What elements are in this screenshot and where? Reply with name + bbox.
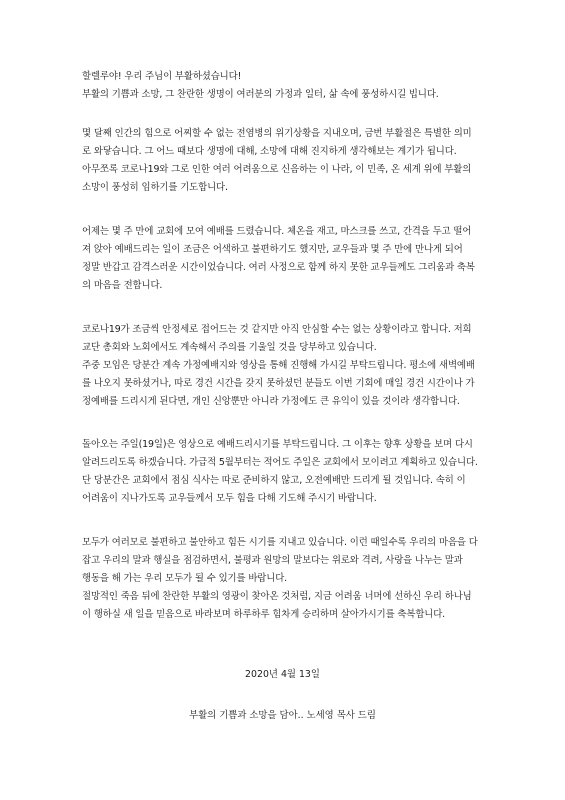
- body-line: 를 나오지 못하셨거나, 따로 경건 시간을 갖지 못하셨던 분들도 이번 기회에 매일 경건 시간이나 가: [82, 378, 475, 389]
- body-line: 소망이 풍성히 임하기를 기도합니다.: [82, 182, 228, 193]
- body-line: 정말 반갑고 감격스러운 시간이었습니다. 여러 사정으로 함께 하지 못한 교우들께도 그리움과 축복: [82, 262, 475, 273]
- letter-signature: 부활의 기쁨과 소망을 담아.. 노세영 목사 드림: [189, 710, 376, 721]
- body-line: 정예배를 드리시게 된다면, 개인 신앙뿐만 아니라 가정에도 큰 유익이 있을 것이라 생각합니다.: [82, 396, 460, 407]
- body-line: 아무쪼록 코로나19와 그로 인한 여러 어려움으로 신음하는 이 나라, 이 민족, 온 세계 위에 부활의: [82, 164, 472, 175]
- body-line: 몇 달째 인간의 힘으로 어찌할 수 없는 전염병의 위기상황을 지내오며, 금번 부활절은 특별한 의미: [82, 128, 472, 139]
- body-line: 교단 총회와 노회에서도 계속해서 주의를 기울일 것을 당부하고 있습니다.: [82, 342, 377, 353]
- body-line: 모두가 여러모로 불편하고 불안하고 힘든 시기를 지내고 있습니다. 이런 때일수록 우리의 마음을 다: [82, 537, 478, 548]
- body-line: 돌아오는 주일(19일)은 영상으로 예배드리시기를 부탁드립니다. 그 이후는 향후 상황을 보며 다시: [82, 439, 473, 450]
- body-line: 코로나19가 조금씩 안정세로 접어드는 것 같지만 아직 안심할 수는 없는 상황이라고 합니다. 저희: [82, 324, 472, 335]
- body-line: 어제는 몇 주 만에 교회에 모여 예배를 드렸습니다. 체온을 재고, 마스크를 쓰고, 간격을 두고 떨어: [82, 226, 472, 237]
- greeting-line: 할렐루야! 우리 주님이 부활하셨습니다!: [82, 71, 242, 82]
- body-line: 행동을 해 가는 우리 모두가 될 수 있기를 바랍니다.: [82, 573, 288, 584]
- body-line: 주중 모임은 당분간 계속 가정예배지와 영상을 통해 진행해 가시길 부탁드립니다. 평소에 새벽예배: [82, 360, 475, 371]
- body-line: 이 행하실 새 일을 믿음으로 바라보며 하루하루 힘차게 승리하며 살아가시기를 축복합니다.: [82, 609, 446, 620]
- body-line: 절망적인 죽음 뒤에 찬란한 부활의 영광이 찾아온 것처럼, 지금 어려움 너머에 선하신 우리 하나님: [82, 591, 472, 602]
- body-line: 의 마음을 전합니다.: [82, 280, 163, 291]
- body-line: 알려드리도록 하겠습니다. 가급적 5월부터는 적어도 주일은 교회에서 모이려고 계획하고 있습니다.: [82, 457, 478, 468]
- body-line: 져 앉아 예배드리는 일이 조금은 어색하고 불편하기도 했지만, 교우들과 몇 주 만에 만나게 되어: [82, 244, 463, 255]
- body-line: 단 당분간은 교회에서 점심 식사는 따로 준비하지 않고, 오전예배만 드리게 될 것입니다. 속히 이: [82, 475, 466, 486]
- body-line: 잡고 우리의 말과 행실을 점검하면서, 불평과 원망의 말보다는 위로와 격려, 사랑을 나누는 말과: [82, 555, 463, 566]
- body-line: 로 와닿습니다. 그 어느 때보다 생명에 대해, 소망에 대해 진지하게 생각해보는 계기가 됩니다.: [82, 146, 457, 157]
- body-line: 어려움이 지나가도록 교우들께서 모두 힘을 다해 기도해 주시기 바랍니다.: [82, 493, 377, 504]
- body-line: 부활의 기쁨과 소망, 그 찬란한 생명이 여러분의 가정과 일터, 삶 속에 풍성하시길 빕니다.: [82, 89, 439, 100]
- letter-date: 2020년 4월 13일: [245, 669, 320, 680]
